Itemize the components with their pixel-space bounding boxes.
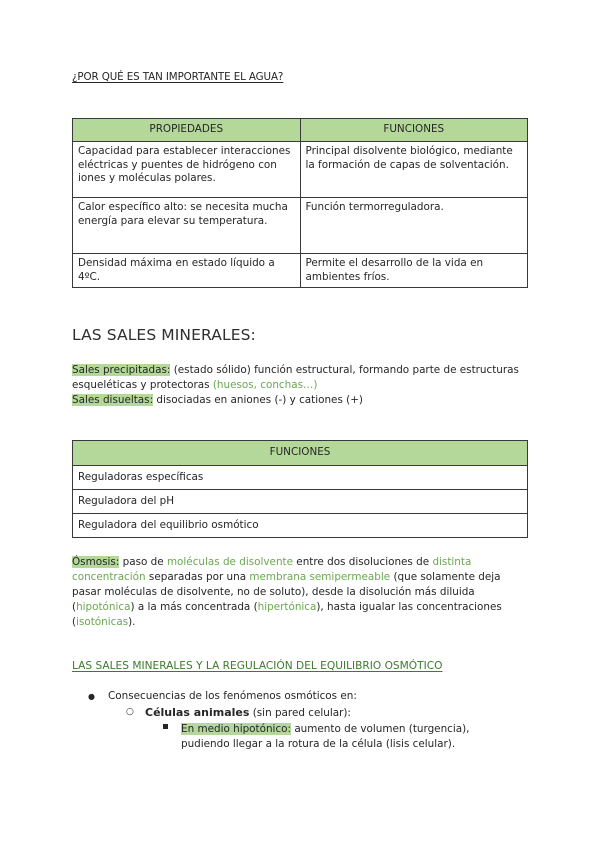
sales-paragraph (72, 363, 532, 408)
osmosis-text: separadas por una (145, 571, 250, 583)
question-title: ¿POR QUÉ ES TAN IMPORTANTE EL AGUA? (72, 71, 284, 83)
osmosis-text: ) a la más concentrada ( (130, 601, 258, 613)
bullet-disc-icon: ● (88, 692, 95, 701)
table-row (73, 514, 528, 538)
osmosis-term: moléculas de disolvente (166, 556, 293, 568)
osmosis-text: paso de (119, 556, 167, 568)
osmosis-paragraph (72, 555, 532, 630)
header-funciones: FUNCIONES (73, 441, 528, 466)
bullet-circle-icon: ○ (126, 707, 134, 717)
section-title: LAS SALES MINERALES Y LA REGULACIÓN DEL EQUILIBRIO OSMÓTICO (72, 660, 443, 672)
header-funciones: FUNCIONES (300, 119, 528, 142)
sales-heading: LAS SALES MINERALES: (72, 326, 256, 344)
osmosis-term: isotónicas (76, 616, 129, 628)
list-item-bold: Células animales (145, 706, 250, 719)
header-propiedades: PROPIEDADES (73, 119, 301, 142)
osmosis-text: entre dos disoluciones de (293, 556, 433, 568)
disuel-label: Sales disueltas: (72, 394, 154, 406)
properties-table (72, 118, 528, 288)
osmosis-text: (que solamente deja pasar moléculas de disolvente, no de soluto), desde la disolución más diluida ( (72, 571, 501, 613)
func-cell: Función termorreguladora. (300, 198, 528, 254)
list-item-rest: aumento de volumen (turgencia), pudiendo llegar a la rotura de la célula (lisis celular). (181, 723, 470, 750)
osmosis-label: Ósmosis: (72, 556, 120, 568)
bullet-square-icon (163, 724, 168, 729)
functions-table (72, 440, 528, 538)
list-item-text (145, 705, 351, 721)
function-cell: Reguladora del pH (73, 490, 528, 514)
list-item-text: Consecuencias de los fenómenos osmóticos en: (108, 690, 357, 702)
precip-example: (huesos, conchas…) (212, 379, 318, 391)
osmosis-text: ). (128, 616, 136, 628)
precip-label: Sales precipitadas: (72, 364, 171, 376)
osmosis-term: hipertónica (257, 601, 317, 613)
list-item-text (181, 722, 511, 752)
table-row (73, 142, 528, 198)
osmosis-term: distinta concentración (72, 556, 472, 583)
prop-cell: Densidad máxima en estado líquido a 4ºC. (73, 254, 301, 288)
prop-cell: Capacidad para establecer interacciones eléctricas y puentes de hidrógeno con iones y moléculas polares. (73, 142, 301, 198)
table-header-row (73, 119, 528, 142)
osmosis-text: ), hasta igualar las concentraciones ( (72, 601, 502, 628)
func-cell: Principal disolvente biológico, mediante la formación de capas de solventación. (300, 142, 528, 198)
func-cell: Permite el desarrollo de la vida en ambientes fríos. (300, 254, 528, 288)
osmosis-term: hipotónica (76, 601, 131, 613)
list-item-rest: (sin pared celular): (249, 707, 351, 719)
table-row (73, 254, 528, 288)
prop-cell: Calor específico alto: se necesita mucha energía para elevar su temperatura. (73, 198, 301, 254)
table-header-row (73, 441, 528, 466)
list-item-label: En medio hipotónico: (181, 723, 292, 735)
precip-text: (estado sólido) función estructural, formando parte de estructuras esqueléticas y protectoras (72, 364, 519, 391)
table-row (73, 490, 528, 514)
disuel-text: disociadas en aniones (-) y cationes (+) (153, 394, 363, 406)
table-row (73, 198, 528, 254)
function-cell: Reguladoras específicas (73, 466, 528, 490)
function-cell: Reguladora del equilibrio osmótico (73, 514, 528, 538)
table-row (73, 466, 528, 490)
osmosis-term: membrana semipermeable (249, 571, 391, 583)
